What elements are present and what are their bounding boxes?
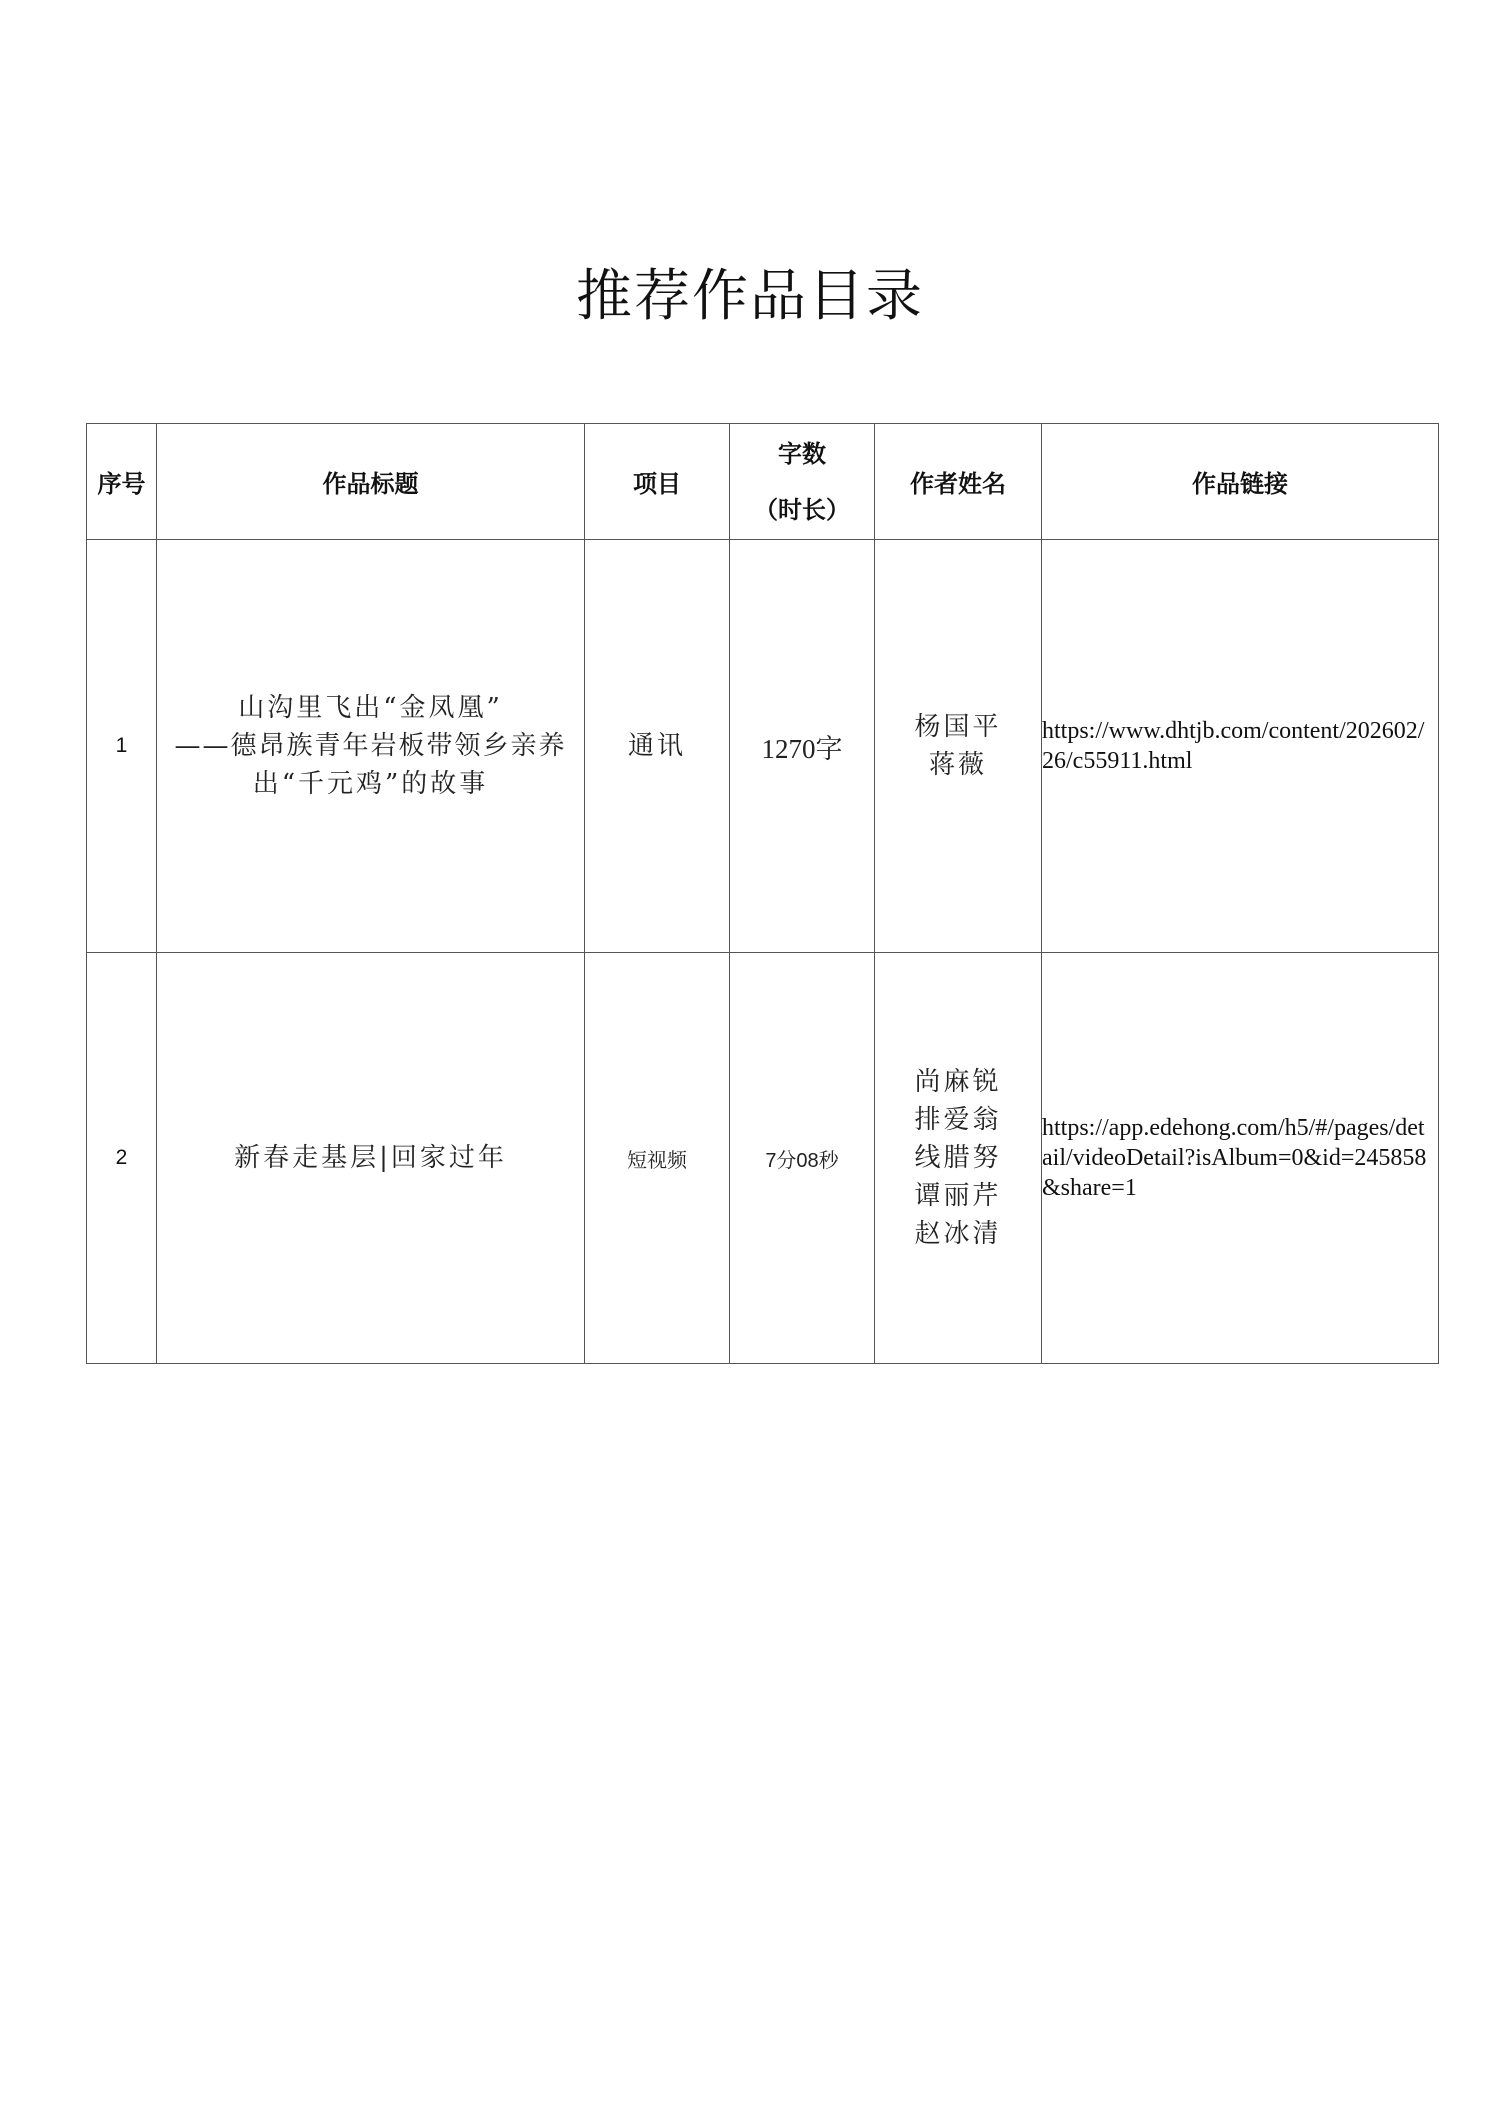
author-name: 线腊努 — [914, 1143, 1002, 1173]
row-link-cell — [1042, 953, 1439, 1364]
row-authors — [875, 540, 1042, 953]
row-index: 2 — [87, 953, 157, 1364]
row-category: 通讯 — [585, 540, 730, 953]
author-name: 谭丽芹 — [914, 1181, 1002, 1211]
header-link: 作品链接 — [1042, 424, 1439, 540]
work-link[interactable]: https://app.edehong.com/h5/#/pages/detail/videoDetail?isAlbum=0&id=245858&share=1 — [1042, 1115, 1427, 1201]
header-length-line2: （时长） — [754, 495, 850, 524]
header-length — [730, 424, 875, 540]
row-title — [157, 540, 585, 953]
row-title — [157, 953, 585, 1364]
row-title-line: 山沟里飞出“金凤凰” — [238, 693, 503, 723]
table-row — [87, 540, 1439, 953]
row-index: 1 — [87, 540, 157, 953]
table-row — [87, 953, 1439, 1364]
row-category: 短视频 — [585, 953, 730, 1364]
header-authors: 作者姓名 — [875, 424, 1042, 540]
works-catalog-table — [86, 423, 1439, 1364]
row-title-line: 新春走基层|回家过年 — [234, 1143, 507, 1173]
document-title: 推荐作品目录 — [576, 264, 924, 329]
row-length: 1270字 — [730, 540, 875, 953]
author-name: 赵冰清 — [914, 1219, 1002, 1249]
author-name: 蒋薇 — [928, 750, 987, 780]
row-title-line: ——德昂族青年岩板带领乡亲养 — [174, 731, 567, 761]
work-link[interactable]: https://www.dhtjb.com/content/202602/26/c55911.html — [1042, 718, 1425, 774]
row-authors — [875, 953, 1042, 1364]
header-title: 作品标题 — [157, 424, 585, 540]
row-length: 7分08秒 — [730, 953, 875, 1364]
header-index: 序号 — [87, 424, 157, 540]
author-name: 尚麻锐 — [914, 1067, 1002, 1097]
row-title-line: 出“千元鸡”的故事 — [252, 769, 489, 799]
header-category: 项目 — [585, 424, 730, 540]
author-name: 杨国平 — [914, 712, 1002, 742]
author-name: 排爱翁 — [914, 1105, 1002, 1135]
header-length-line1: 字数 — [778, 439, 826, 468]
row-link-cell — [1042, 540, 1439, 953]
table-header-row — [87, 424, 1439, 540]
